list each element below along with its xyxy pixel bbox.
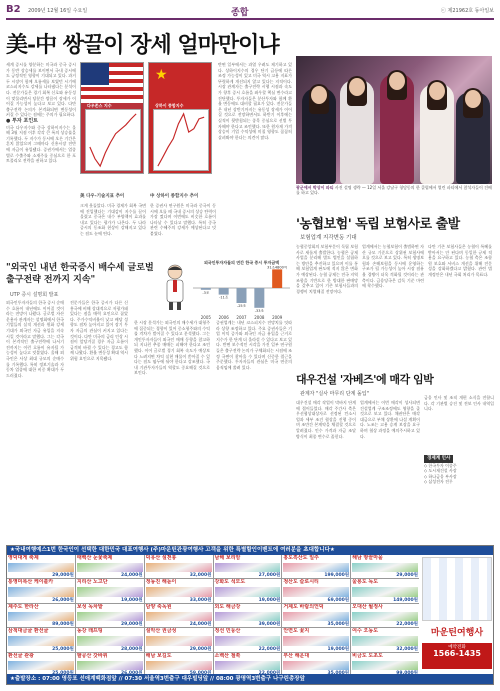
- ad-tour-price: 24,000원: [189, 622, 212, 628]
- ad-tour-price: 32,000원: [396, 646, 418, 652]
- ad-tour-photo: [215, 636, 281, 645]
- lead-body-col-4: 반면 일부에서는 과열 우려도 제기하고 있다. 상하이지수의 경우 단기 급등에 따른 조정 가능성이 있고 미국 역시 고용 지표가 뚜렷하게 개선되지 않고 있다는 지적이다. 시장 관계자는 출구전략 시행 시점과 속도가 향후 증시 흐름을 좌우할 핵심 변수라고 진단했다. 투자자들은 분산투자와 함께 환율 변동에도 대비할 필요가 있다. 전문가들은 내년 상반기까지는 유동성 장세가 이어질 것으로 전망하면서도 하반기 이후에는 실적이 뒷받침되는 종목 중심으로 선별 투자해야 한다고 조언했다. 또한 원자재 가격 상승이 기업 수익성에 미칠 영향도 꼼꼼히 살펴봐야 한다는 의견이 많다.: [218, 62, 292, 140]
- us-chart-svg: [86, 110, 140, 170]
- quote-body-col-1: 외국인투자자들의 한국 증시 순매수 흐름이 내년에도 이어질 것이라는 전망이 나왔다. 글로벌 자산운용사 관계자는 설명회에서 한국 기업들의 실적 개선과 원화 강세 기대가 외국인 자금 유입을 지속시킬 것이라고 말했다. 그는 각국이 본격적인 출구전략에 나서기 전까지는 이런 흐름이 유지될 가능성이 높다고 덧붙였다. 올해 외국인은 사상 최대 규모의 순매수를 기록했다. 특히 정보기술과 자동차 업종에 대한 비중 확대가 두드러졌다.: [6, 300, 64, 378]
- ad-map-image: [422, 557, 492, 621]
- ad-tour-title: 덕유산 설천봉: [145, 555, 177, 561]
- ad-tour-cell[interactable]: [351, 628, 419, 651]
- bar-2008: [254, 288, 264, 308]
- ad-tour-photo: [8, 661, 74, 670]
- ad-tour-title: 통영미륵산 케이블카: [8, 579, 54, 586]
- cn-index-chart: [148, 62, 212, 174]
- ad-tour-cell[interactable]: [282, 628, 350, 651]
- ad-tour-title: 부산 해운대: [283, 652, 310, 659]
- bar-tick-label: 2009: [272, 315, 283, 320]
- ad-tour-price: 39,000원: [258, 622, 281, 628]
- daewoo-body-col-2: 업계에서는 이번 매각이 성사되면 건설업계 구조조정에도 영향을 줄 것으로 보고 있다. 채권단은 매각 대금으로 부채 상환에 나설 계획이다. 노조는 고용 승계 보장을 요구하며 협상 과정을 예의주시하고 있다.: [360, 400, 420, 439]
- ad-tour-price: 22,000원: [396, 622, 418, 628]
- ad-tour-photo: [283, 661, 349, 670]
- bar-2006: [219, 288, 229, 295]
- sidebar-item: ◇ 한국투자 이종주: [424, 462, 457, 468]
- bar-tick-label: 2005: [200, 315, 211, 320]
- ad-tour-cell[interactable]: [282, 579, 350, 602]
- ad-tour-title: 비금도 도초도: [352, 652, 383, 659]
- ad-tour-title: 제주도 한라산: [8, 603, 39, 610]
- cn-chart-plot: [153, 109, 209, 171]
- ad-tour-photo: [352, 563, 418, 572]
- ad-phone-number: 1566-1435: [433, 649, 481, 658]
- ad-brand-panel: [420, 555, 494, 676]
- ad-phone-box: [422, 643, 492, 669]
- ad-tour-cell[interactable]: [145, 555, 213, 578]
- ad-tour-photo: [215, 612, 281, 621]
- ad-tour-cell[interactable]: [76, 653, 144, 676]
- ad-tour-price: 19,000원: [120, 597, 143, 603]
- insurance-body-col-3: 다만 기존 보험사들은 농협이 특혜를 받아서는 안 된다며 동일한 규제 적용을 요구하고 있다. 농협 측은 조합원 보호와 서비스 개선을 위해 전문성을 강화하겠다고 밝혔다. 관련 법 개정안은 내년 국회 처리가 목표다.: [428, 244, 492, 277]
- photo-face: [349, 78, 365, 96]
- ad-tour-title: 남해 보리암: [214, 555, 241, 561]
- ad-tour-cell[interactable]: [145, 628, 213, 651]
- ad-tour-cell[interactable]: [76, 628, 144, 651]
- ad-tour-title: 거제도 바람의언덕: [283, 603, 324, 610]
- ad-tour-photo: [77, 612, 143, 621]
- ad-tour-cell[interactable]: [7, 579, 75, 602]
- ad-tour-cell[interactable]: [282, 604, 350, 627]
- lead-headline: 美-中 쌍끌이 장세 얼마만이냐: [6, 32, 279, 56]
- party-photo: [296, 56, 492, 184]
- ad-tour-title: 지리산 노고단: [76, 579, 108, 586]
- ad-tour-title: 정선 민둥산: [214, 628, 241, 635]
- ad-tour-title: 외도 해금강: [214, 603, 241, 610]
- quote-body-col-2: 전문가들은 한국 증시가 다른 신흥국에 비해 상대적으로 저평가돼 있다는 점을 매력 요인으로 꼽았다. 주가수익비율이 낮고 배당 성향도 점차 높아지고 있어 장기 투자 자금의 관심이 커지고 있다는 것이다. 다만 미국의 금리 인상 시점이 앞당겨질 경우 자금 흐름이 급격히 바뀔 수 있다는 경고도 함께 나왔다. 환율 변동성 확대 역시 위험 요인으로 지목됐다.: [70, 300, 128, 361]
- ad-tour-photo: [146, 612, 212, 621]
- ad-tour-title: 태백산 눈꽃축제: [76, 555, 113, 561]
- page-header: [6, 4, 494, 20]
- ad-tour-cell[interactable]: [214, 653, 282, 676]
- ad-tour-price: 25,000원: [52, 646, 74, 652]
- bar-data-label: -3조: [202, 290, 210, 295]
- ad-tour-price: 19,000원: [258, 597, 281, 603]
- ad-tour-photo: [146, 563, 212, 572]
- photo-face: [465, 90, 481, 108]
- ad-tour-title: 청산도 슬로시티: [283, 579, 319, 586]
- insurance-headline: '농협보험' 독립 보험사로 출발: [296, 217, 460, 232]
- daewoo-subheadline: 관계자 "실사 마무리 단계 돌입": [300, 391, 369, 397]
- ad-tour-price: 33,000원: [189, 597, 212, 603]
- lead-body-col-3: 한 증권사 연구원은 미국과 중국이 동시에 오를 때 국내 증시의 상승 탄력이 가장 컸다며 이번에도 비슷한 흐름이 나타날 수 있다고 말했다. 특히 중국 관련 수혜주의 강세가 예상된다고 덧붙였다.: [150, 203, 216, 236]
- ad-tour-grid: [7, 555, 419, 676]
- ad-tour-photo: [77, 563, 143, 572]
- quote-byline: UTP 증시 설명회 발표: [10, 292, 59, 298]
- daewoo-body-col-1: 대우건설 매각 작업이 막바지 단계에 접어들었다. 매각 주간사 측은 우선협상대상자로 선정된 컨소시엄과 세부 조건 협상을 진행 중이며 조만간 본계약을 체결할 것으로 알려졌다. 인수 가격과 자금 조달 방식이 최종 변수로 꼽힌다.: [296, 400, 356, 439]
- bar-2005: [201, 288, 211, 290]
- ad-tour-title: 여수 오동도: [352, 628, 379, 635]
- travel-advertisement: [6, 545, 494, 685]
- cn-chart-svg: [154, 110, 208, 170]
- quote-body-col-4: 증권업계는 내년 코스피지수 전망치를 잇따라 상향 조정하고 있다. 주요 증권사들은 기업 이익 증가와 외국인 자금 유입을 근거로 지수가 한 단계 더 올라설 수 있다고 보고 있다. 반면 보수적인 시각을 가진 일부 연구원들은 출구전략 논의가 구체화되는 시점에 조정 국면이 찾아올 수 있다며 신중한 접근을 주문했다. 투자자들의 관심은 미국 연준의 움직임에 쏠려 있다.: [216, 320, 292, 370]
- ad-tour-photo: [77, 587, 143, 596]
- page-number: B2: [6, 4, 21, 15]
- ad-tour-price: 69,000원: [327, 597, 350, 603]
- ad-tour-cell[interactable]: [214, 579, 282, 602]
- photo-caption-text: 사진 설명 생략 — 12일 서울 강남구 청담동의 한 클럽에서 열린 파티에서 참석자들이 건배를 하고 있다.: [296, 185, 492, 195]
- daewoo-headline: 대우건설 '자베즈'에 매각 임박: [296, 373, 434, 386]
- ad-tour-cell[interactable]: [76, 555, 144, 578]
- ad-tour-cell[interactable]: [214, 604, 282, 627]
- cn-chart-label: 상하이 종합지수: [155, 103, 184, 108]
- sidebar-item: ◇ 하나금융 부사장: [424, 473, 457, 479]
- ad-tour-photo: [77, 661, 143, 670]
- ad-tour-title: 해남 땅끝마을: [352, 555, 383, 561]
- ad-tour-title: 정동진 해돋이: [145, 579, 177, 586]
- ad-tour-photo: [8, 563, 74, 572]
- publisher-info: ⓒ 제21962호 동아일보: [440, 8, 494, 14]
- ad-bottom-banner: ★출발장소 : 07:00 영등포 선애계백화점앞 // 07:30 서울역3번출구 대우빌딩앞 // 08:00 광명역3번출구 나구린총장앞: [7, 674, 493, 684]
- ad-tour-cell[interactable]: [282, 653, 350, 676]
- ad-tour-cell[interactable]: [214, 555, 282, 578]
- ad-brand-name: 마운틴여행사: [430, 628, 484, 638]
- section-name: 종합: [231, 8, 249, 18]
- ad-tour-cell[interactable]: [214, 628, 282, 651]
- ad-tour-price: 199,000원: [324, 573, 350, 579]
- us-chart-label: 다우존스 지수: [87, 103, 112, 108]
- ad-tour-price: 29,000원: [52, 573, 74, 579]
- ad-tour-photo: [283, 587, 349, 596]
- ad-tour-photo: [215, 661, 281, 670]
- ad-tour-title: 팔공산 갓바위: [76, 652, 108, 659]
- lead-body-col-2: 크게 웃돌았다. 미국 경제가 회복 국면에 진입했다는 기대감이 지수를 끌어올렸고 중국은 내수 부양책이 효과를 내고 있다는 평가가 나온다. 두 나라 증시의 동조화 현상이 강해지고 있다는 점도 눈에 띈다.: [80, 203, 146, 236]
- photo-face: [389, 72, 405, 90]
- us-series-line: [90, 114, 136, 166]
- ad-tour-price: 29,000원: [189, 646, 212, 652]
- ad-tour-photo: [146, 661, 212, 670]
- bar-data-label: -11조: [219, 295, 229, 300]
- bar-chart-svg: [193, 266, 290, 320]
- bar-tick-label: 2007: [236, 315, 247, 320]
- ad-tour-cell[interactable]: [7, 628, 75, 651]
- bar-2009: [272, 269, 282, 288]
- sidebar-header: 경제계 인사: [424, 455, 453, 463]
- us-flag-icon: [81, 63, 109, 85]
- photo-caption-title: 광군에서 박상이 파티: [296, 185, 334, 190]
- issue-date: 2009년 12월 16일 수요일: [28, 8, 88, 14]
- ad-tour-title: 설악산 권금성: [145, 628, 177, 635]
- ad-tour-title: 삼척대금굴 환선굴: [8, 628, 49, 635]
- ad-tour-cell[interactable]: [76, 579, 144, 602]
- ad-tour-price: 29,000원: [120, 622, 143, 628]
- ad-tour-photo: [8, 587, 74, 596]
- ad-tour-price: 149,000원: [393, 597, 418, 603]
- ad-tour-title: 동강 래프팅: [76, 628, 103, 635]
- sidebar-item: ◇ 도시재건설 사장: [424, 468, 457, 473]
- ad-tour-cell[interactable]: [351, 555, 419, 578]
- foreign-investment-chart: [193, 260, 290, 320]
- ad-phone-label: 예약전화: [448, 645, 466, 650]
- ad-tour-photo: [283, 563, 349, 572]
- ad-tour-title: 영덕대게 축제: [8, 555, 39, 561]
- ad-tour-cell[interactable]: [145, 653, 213, 676]
- ad-tour-price: 24,000원: [120, 573, 143, 579]
- ad-tour-photo: [352, 636, 418, 645]
- ad-tour-cell[interactable]: [76, 604, 144, 627]
- ad-tour-price: 19,000원: [327, 646, 350, 652]
- ad-tour-photo: [77, 636, 143, 645]
- photo-face: [429, 82, 445, 100]
- bar-chart-title: 외국인투자자들의 연간 한국 증시 투자금액: [203, 260, 280, 265]
- bar-data-label: -33조: [254, 308, 264, 313]
- sidebar-item: ◇ 삼성전자 전무: [424, 479, 453, 484]
- ad-tour-photo: [8, 636, 74, 645]
- ad-tour-title: 해남 보길도: [145, 652, 172, 659]
- sidebar-notes: 금융 인사 및 조직 개편 소식을 전합니다. 각 기관별 승진 및 전보 인사 내역입니다.: [424, 395, 494, 412]
- ad-tour-title: 안면도 꽃지: [283, 628, 310, 635]
- ad-tour-photo: [8, 612, 74, 621]
- ad-tour-photo: [215, 563, 281, 572]
- quote-headline: "외국인 내년 한국증시 배수세 글로벌 출구전략 전까지 지속": [6, 263, 154, 285]
- photo-face: [311, 86, 327, 104]
- ad-tour-title: 강화도 석모도: [214, 579, 246, 586]
- cn-chart-caption: 中 상하이 종합지수 추이: [150, 194, 199, 199]
- ad-tour-price: 32,000원: [189, 573, 212, 579]
- quote-body-col-3: 한 시장 분석가는 외국인의 매수세가 대형주에 집중되는 경향이 있어 중소형주와의 수익률 격차가 벌어질 수 있다고 분석했다. 그는 개인투자자들이 외국인 매매 동향을 참고하되 지나친 추종 매매는 피해야 한다고 조언했다. 이어 글로벌 경기 회복 속도가 예상보다 느려지면 차익 실현 매물이 쏟아질 수 있다는 점도 염두에 둬야 한다고 강조했다. 국내 기관투자가들의 역할도 중요해질 것으로 보인다.: [134, 320, 210, 376]
- cn-flag-star-icon: ★: [155, 67, 168, 83]
- ad-tour-price: 26,000원: [52, 597, 74, 603]
- cn-series-line: [158, 114, 204, 166]
- ad-tour-cell[interactable]: [351, 579, 419, 602]
- insurance-body-col-1: 농협중앙회의 보험부문이 독립 보험사로 새롭게 출발한다. 농협은 공제사업을 분리해 별도 법인을 설립하는 방안을 추진하고 있으며 이를 통해 보험업계 판도에 적지 않은 변화가 예상된다. 농협 공제는 전국 지역조합을 기반으로 한 방대한 판매망을 갖추고 있어 기존 보험사들과의 경쟁이 치열해질 전망이다.: [296, 244, 358, 294]
- ad-tour-title: 홍도흑산도 일주: [283, 555, 319, 561]
- ad-tour-cell[interactable]: [351, 653, 419, 676]
- ad-tour-price: 28,000원: [120, 646, 143, 652]
- ad-tour-price: 29,000원: [396, 573, 418, 579]
- ad-tour-title: 울릉도 독도: [352, 579, 379, 586]
- lead-body-col-1: 세계 증시를 양분하는 미국과 중국 증시가 동반 상승세를 보이면서 국내 증시에도 긍정적인 영향이 기대되고 있다. 과거 두 시장이 함께 오름세를 보였던 시기에 코스피지수도 강세를 나타냈다는 분석이다. 전문가들은 경기 회복 신호와 유동성이 맞물리면서 당분간 쌍끌이 장세가 이어질 가능성이 높다고 보고 있다. 다만 출구전략 논의가 본격화되면 변동성이 커질 수 있다는 점에는 주의가 필요하다. ● 투자 포인트 미국 다우지수와 중국 상하이지수는 올해 3월 저점 이후 각각 큰 폭의 상승률을 기록했다. 두 지수가 동시에 오른 기간은 흔치 않았으며 그때마다 신흥시장 전반에 자금이 유입됐다. 증권가에서는 업종별로 수출주와 소재주를 중심으로 한 포트폴리오 전략을 권하고 있다.: [6, 62, 76, 164]
- ad-tour-photo: [146, 587, 212, 596]
- ad-tour-title: 담양 죽녹원: [145, 603, 172, 610]
- bar-tick-label: 2006: [218, 315, 229, 320]
- ad-tour-price: 89,000원: [52, 622, 74, 628]
- index-charts: [80, 62, 213, 182]
- analyst-illustration-icon: [160, 262, 190, 310]
- ad-tour-cell[interactable]: [7, 604, 75, 627]
- ad-tour-photo: [352, 612, 418, 621]
- ad-tour-cell[interactable]: [7, 555, 75, 578]
- photo-caption: [296, 185, 492, 201]
- ad-tour-cell[interactable]: [351, 604, 419, 627]
- ad-tour-photo: [215, 587, 281, 596]
- ad-tour-title: 환선굴 관광: [8, 652, 34, 659]
- ad-tour-title: 오대산 월정사: [352, 603, 383, 610]
- ad-tour-photo: [283, 612, 349, 621]
- ad-tour-cell[interactable]: [145, 604, 213, 627]
- ad-tour-title: 소백산 철쭉: [214, 652, 241, 659]
- ad-tour-photo: [146, 636, 212, 645]
- us-chart-caption: 美 다우-기술지표 추이: [80, 194, 125, 199]
- ad-tour-photo: [283, 636, 349, 645]
- ad-tour-price: 35,000원: [327, 622, 350, 628]
- ad-tour-photo: [352, 587, 418, 596]
- ad-tour-price: 22,000원: [258, 646, 281, 652]
- insurance-subheadline: 보험업계 지각변동 기대: [300, 235, 357, 241]
- ad-tour-cell[interactable]: [7, 653, 75, 676]
- bar-data-label: 31조4800억: [267, 266, 288, 270]
- ad-tour-cell[interactable]: [282, 555, 350, 578]
- lead-subheading: ● 투자 포인트: [6, 117, 38, 124]
- bar-data-label: -25조: [236, 304, 247, 308]
- personnel-sidebar: [424, 395, 494, 545]
- ad-tour-price: 27,000원: [258, 573, 281, 579]
- insurance-body-col-2: 업계에서는 농협보험이 출범하면 자산 규모 기준으로 상위권 보험사에 오를 것으로 보고 있다. 특히 생명보험과 손해보험을 동시에 운영하는 구조가 될 가능성이 높아 시장 점유율 경쟁이 더욱 격화될 것이라는 관측이다. 금융당국은 감독 기준 마련에 착수했다.: [362, 244, 424, 289]
- bar-2007: [237, 288, 247, 303]
- ad-tour-cell[interactable]: [145, 579, 213, 602]
- us-chart-plot: [85, 109, 141, 171]
- bar-tick-label: 2008: [254, 315, 265, 320]
- us-index-chart: [80, 62, 144, 174]
- ad-tour-title: 보성 녹차밭: [76, 603, 103, 610]
- ad-top-banner: ★국내여행예스1번 한국인이 선택한 대한민국 대표여행사 (주)마운틴관광여행사 고객을 위한 특별할인이벤트에 여러분을 초대합니다★: [7, 546, 493, 555]
- ad-tour-photo: [352, 661, 418, 670]
